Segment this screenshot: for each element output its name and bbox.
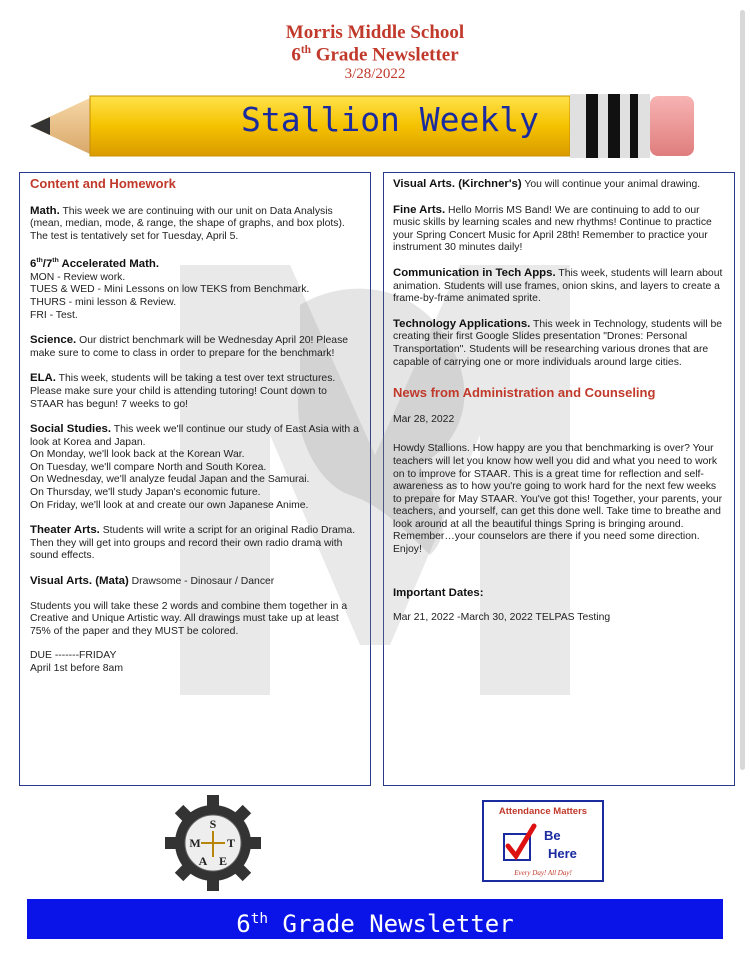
ss-line: On Monday, we'll look back at the Korean War. [30, 449, 245, 461]
newsletter-date: 3/28/2022 [344, 66, 406, 82]
mstae-gear-logo [165, 795, 261, 891]
accel-line: THURS - mini lesson & Review. [30, 296, 177, 308]
content-homework-heading: Content and Homework [30, 176, 176, 191]
ss-line: On Wednesday, we'll analyze feudal Japan and the Samurai. [30, 474, 310, 486]
left-column [30, 178, 360, 688]
important-dates-text: Mar 21, 2022 -March 30, 2022 TELPAS Testing [393, 612, 611, 624]
social-studies-section: Social Studies. This week we'll continue our study of East Asia with a look at Korea and Japan. On Monday, we'll look back at the Korean War. On Tuesday, we'll compare North and South Korea. On Wednesday, we'll analyze feudal Japan and the Samurai. On Thursday, we'll study Japan's economic future. On Friday, we'll look at and create our own Japanese Anime. [30, 423, 359, 511]
due-date: DUE -------FRIDAY April 1st before 8am [30, 650, 123, 675]
scrollbar[interactable] [740, 10, 745, 770]
news-heading: News from Administration and Counseling [393, 385, 656, 401]
accelerated-math-section: 6th/7th Accelerated Math. MON - Review work. TUES & WED - Mini Lessons on low TEKS from Benchmark. THURS - mini lesson & Review. FRI - Test. [30, 255, 360, 322]
fine-arts-section: Fine Arts. Hello Morris MS Band! We are continuing to add to our music skills by learning scales and new rhythms! Continue to practice your Spring Concert Music for April 28th! Remember to practice your instrument 30 minutes daily! [393, 203, 712, 254]
ss-line: On Friday, we'll look at and create our own Japanese Anime. [30, 499, 309, 511]
mstae-letter: M [189, 836, 201, 850]
communication-tech-section: Communication in Tech Apps. This week, students will learn about animation. Students will use frames, onion skins, and layers to create a frame-by-frame animated sprite. [393, 266, 723, 305]
footer-banner: 6th Grade Newsletter [27, 899, 723, 939]
ss-line: On Thursday, we'll study Japan's economic future. [30, 487, 261, 499]
visual-arts-kirchner-section: Visual Arts. (Kirchner's) You will continue your animal drawing. [393, 178, 701, 190]
news-text: Howdy Stallions. How happy are you that benchmarking is over? Your teachers will let you know how well you did and what you need to work on to improve for STAAR. This is a great time for reflection and self-awareness as to how you're going to work hard for the next few weeks to prepare for May STAAR. You've got this! Together, your parents, your teachers, and yourself, can get this done well. Take time to breathe and look around at all the beautiful things Spring is bringing around. Remember…your counselors are there if you need some direction. Enjoy! [393, 443, 723, 556]
ss-line: On Tuesday, we'll compare North and South Korea. [30, 461, 267, 473]
school-name: Morris Middle School [285, 22, 465, 43]
visual-arts-instructions: Students you will take these 2 words and combine them together in a Creative and Unique Artistic way. All drawings must take up at least 75% of the paper and they MUST be colored. [30, 600, 348, 637]
science-section: Science. Our district benchmark will be Wednesday April 20! Please make sure to come to class in order to prepare for the benchmark! [30, 334, 349, 359]
svg-text:Be: Be [544, 828, 561, 843]
mstae-letter: A [198, 854, 208, 868]
right-column [393, 178, 723, 637]
svg-text:Attendance Matters: Attendance Matters [498, 806, 588, 817]
mstae-letter: S [209, 817, 217, 831]
accel-line: FRI - Test. [30, 309, 78, 321]
ela-section: ELA. This week, students will be taking a test over text structures. Please make sure your child is attending tutoring! Count down to STAAR has begun! 7 weeks to go! [30, 372, 336, 410]
theater-arts-section: Theater Arts. Students will write a script for an original Radio Drama. Then they will get into groups and record their own radio drama with sound effects. [30, 524, 356, 562]
svg-text:Here: Here [548, 846, 577, 861]
svg-text:Every Day! All Day!: Every Day! All Day! [514, 869, 572, 877]
accel-line: MON - Review work. [30, 271, 126, 283]
accel-line: TUES & WED - Mini Lessons on low TEKS from Benchmark. [30, 284, 310, 296]
news-date: Mar 28, 2022 [393, 413, 455, 425]
mstae-letter: T [226, 836, 236, 850]
visual-arts-mata-section: Visual Arts. (Mata) Drawsome - Dinosaur / Dancer [30, 575, 275, 588]
banner-title: Stallion Weekly [240, 100, 539, 139]
newsletter-title: 6th Grade Newsletter [291, 44, 459, 66]
mstae-letter: E [218, 854, 228, 868]
important-dates-heading: Important Dates: [393, 586, 484, 599]
math-section: Math. This week we are continuing with our unit on Data Analysis (mean, median, mode, & range, the shape of graphs, and box plots). The test is tentatively set for Tuesday, April 5. [30, 204, 345, 242]
attendance-matters-logo [482, 800, 604, 882]
technology-applications-section: Technology Applications. This week in Technology, students will be creating their first Google Slides presentation "Drones: Personal Transportation". Students will be researching various drones that are capable of carrying one or more individuals around large cities. [393, 317, 723, 368]
